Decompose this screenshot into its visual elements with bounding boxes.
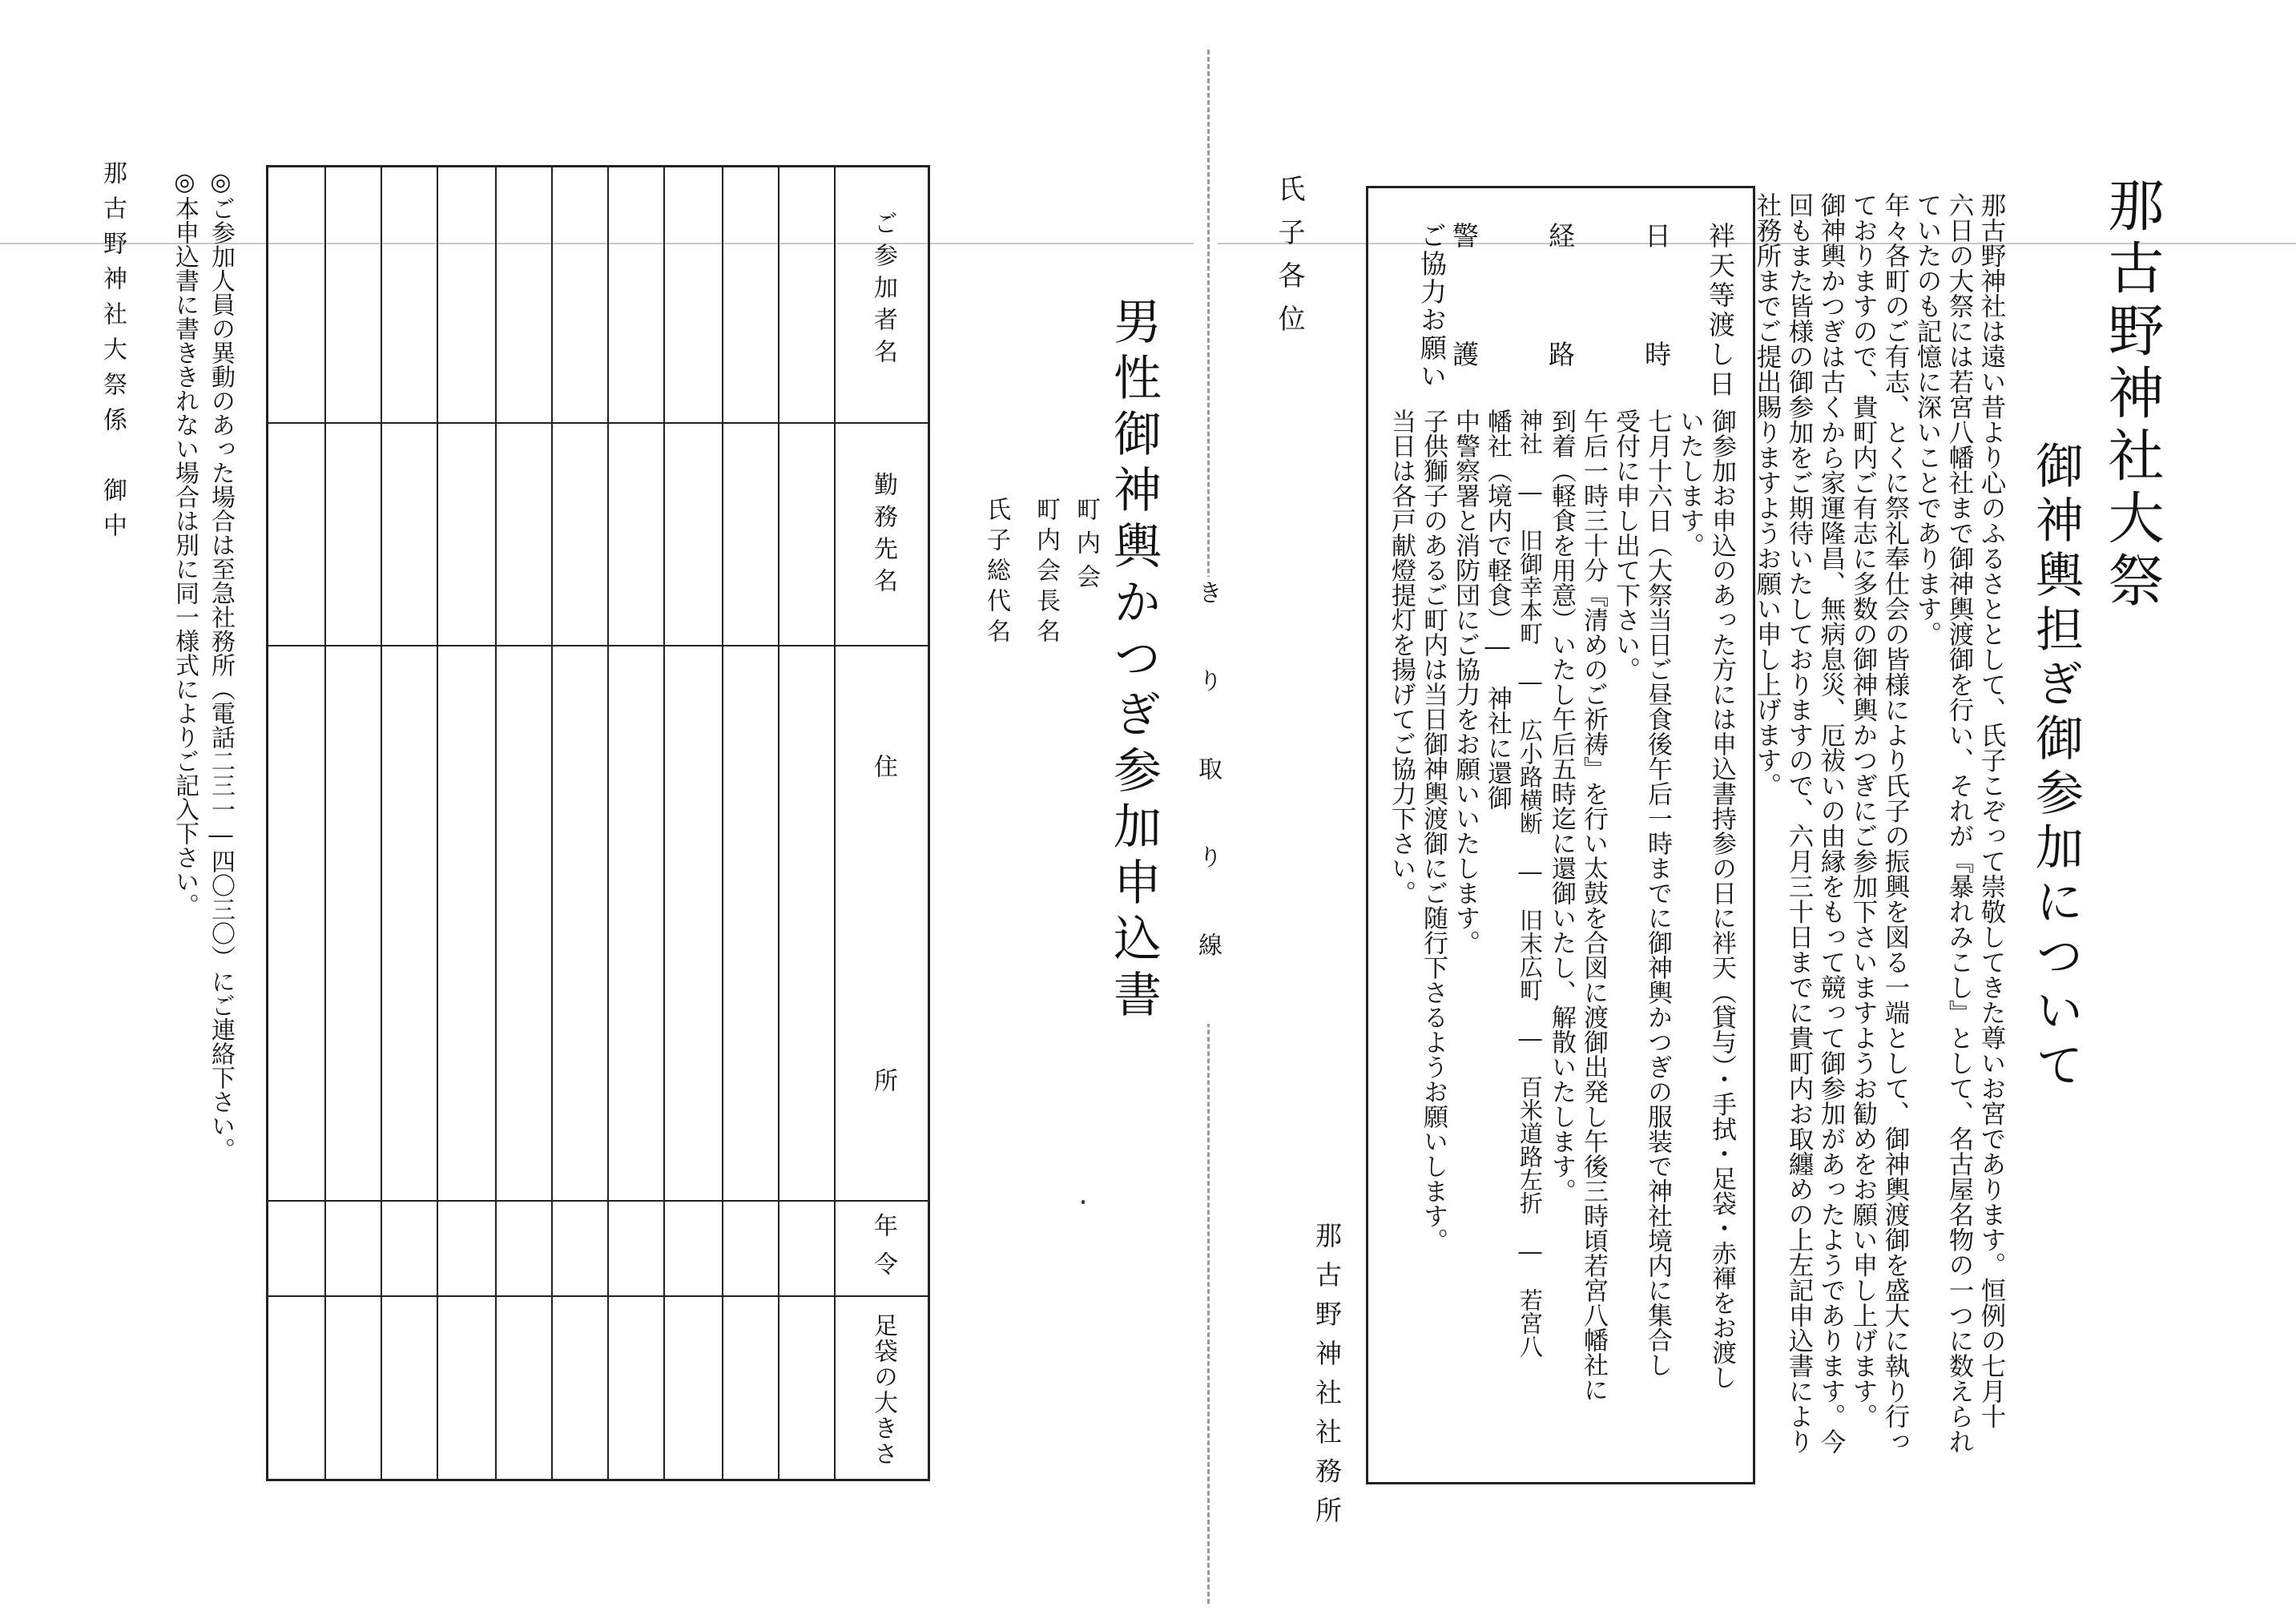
paragraph-line: 御神輿かつぎは古くから家運隆昌、無病息災、厄祓いの由縁をもって競って御参加があったようであります。今 [1817,192,1846,1454]
label-security: 警 護 [1448,222,1480,370]
detail-line: 午后一時三十分『清めのご祈祷』を行い太鼓を合図に渡御出発し午後三時頃若宮八幡社に [1579,409,1608,1402]
paragraph-line: 那古野神社は遠い昔より心のふるさととして、氏子こぞって崇敬してきた尊いお宮であります。恒例の七月十 [1977,192,2006,1429]
addressee: 氏子各位 [1273,175,1305,348]
detail-line: 御参加お申込のあった方には申込書持参の日に袢天（貸与）・手拭・足袋・赤褌をお渡し [1707,409,1736,1390]
paragraph-line: ていたのも記憶に深いことであります。 [1913,192,1942,646]
label-cooperation: ご協力お願い [1416,222,1448,390]
detail-line: いたします。 [1675,409,1704,558]
paragraph-line: 六日の大祭には若宮八幡社まで御神輿渡御を行い、それが『暴れみこし』として、名古屋名物の一つに数えられ [1945,192,1974,1454]
paragraph-line: 回もまた皆様の御参加をご期待いたしておりますので、六月三十日までに貴町内お取纏めの上左記申込書により [1785,192,1814,1454]
notice-subtitle: 御神輿担ぎ御参加について [2028,441,2084,1094]
detail-line: 到着（軽食を用意）いたし午后五時迄に還御いたし、解散いたします。 [1547,409,1576,1203]
header-tabi-size: 足袋の大きさ [869,1313,897,1467]
header-workplace: 勤務先名 [869,472,897,600]
detail-line: 幡社（境内で軽食）― 神社に還御 [1483,409,1512,810]
paragraph-line: ておりますので、貴町内ご有志に多数の御神輿かつぎにご参加下さいますようお勧めをお願い申し上げます。 [1849,192,1878,1429]
detail-line: 神社 ― 旧御幸本町 ― 広小路横断 ― 旧末広町 ― 百米道路左折 ― 若宮八 [1517,409,1544,1358]
paragraph-line: 社務所までご提出賜りますようお願い申し上げます。 [1753,192,1782,798]
form-recipient: 那古野神社大祭係 御中 [99,160,127,548]
paragraph-line: 年々各町のご有志、とくに祭礼奉仕会の皆様により氏子の振興を図る一端として、御神輿渡御を盛大に執り行っ [1881,192,1910,1454]
scan-speck [1082,1200,1085,1204]
detail-line: 受付に申し出て下さい。 [1611,409,1640,682]
field-neighborhood-association: 町内会 [1072,497,1100,598]
label-date-time: 日 時 [1641,222,1672,370]
header-address-part2: 所 [869,1068,897,1097]
detail-line: 七月十六日（大祭当日ご昼食後午后一時までに御神輿かつぎの服装で神社境内に集合し [1643,409,1672,1377]
header-address-part1: 住 [869,754,897,783]
detail-line: 当日は各戸献燈提灯を揚げてご協力下さい。 [1387,409,1416,905]
label-route: 経 路 [1545,222,1576,370]
details-box [1366,186,1755,1484]
header-age: 年令 [869,1213,897,1290]
note-extra-form: ◎本申込書に書ききれない場合は別に同一様式によりご記入下さい。 [171,168,199,917]
header-participant-name: ご参加者名 [869,211,897,371]
field-association-chair-name: 町内会長名 [1032,497,1060,649]
label-distribution-date: 袢天等渡し日 [1705,222,1736,400]
issuer: 那古野神社社務所 [1311,1222,1343,1536]
field-parish-rep-name: 氏子総代名 [982,497,1010,649]
notice-title: 那古野神社大祭 [2099,176,2165,614]
detail-line: 中警察署と消防団にご協力をお願いいたします。 [1451,409,1480,955]
cut-line-label: きり取り線 [1194,577,1221,1024]
participants-table [266,165,930,1481]
form-title: 男性御神輿かつぎ参加申込書 [1106,296,1162,1025]
note-contact: ◎ご参加人員の異動のあった場合は至急社務所（電話二三一―四〇三〇）にご連絡下さい。 [207,168,235,1162]
detail-line: 子供獅子のあるご町内は当日御神輿渡御にご随行下さるようお願いします。 [1419,409,1448,1253]
